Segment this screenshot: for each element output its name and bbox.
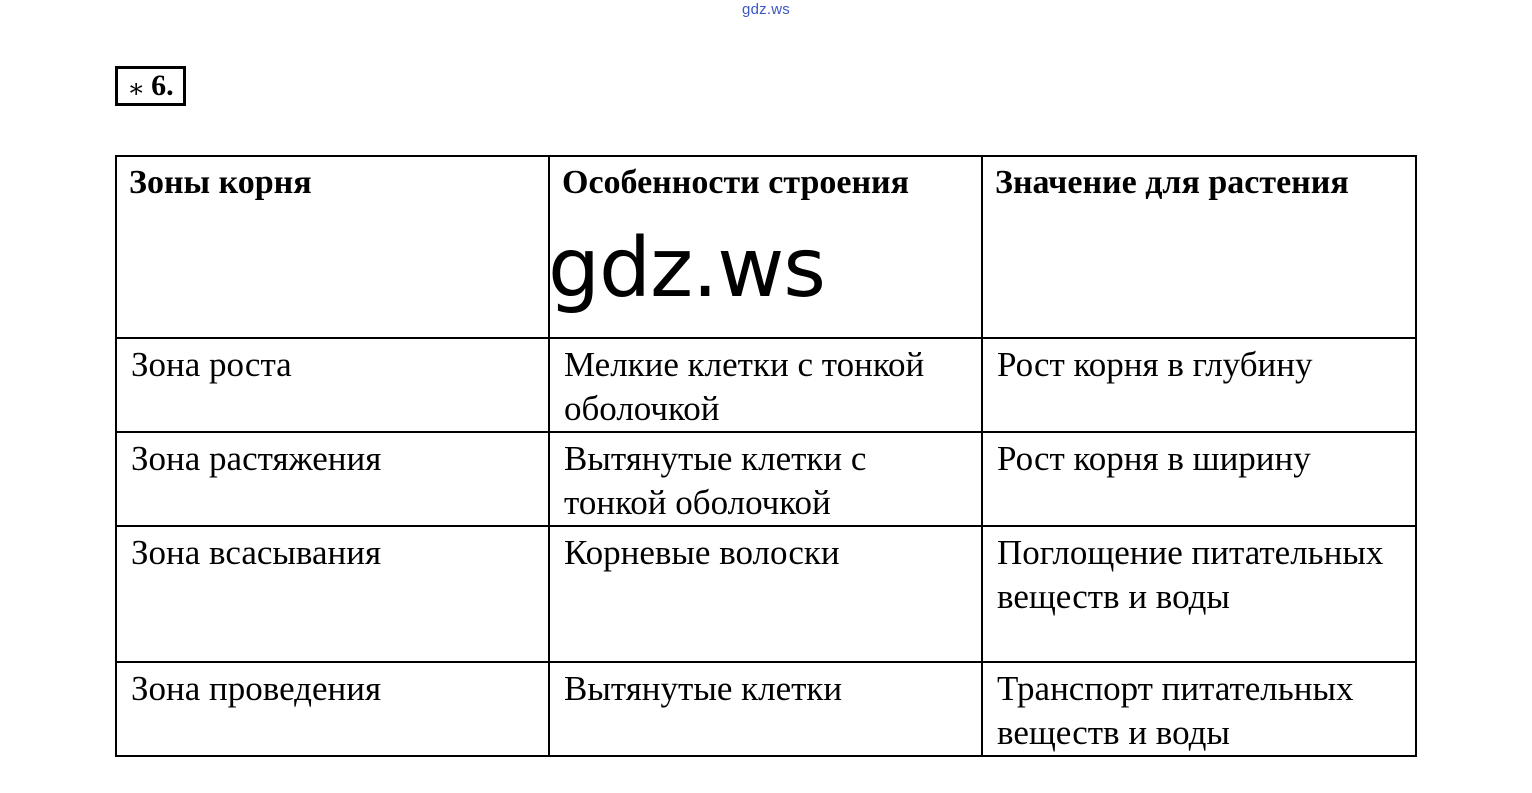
header-root-zones: Зоны корня bbox=[116, 156, 549, 338]
cell-structure: Вытянутые клетки bbox=[549, 662, 982, 756]
task-number-box bbox=[115, 66, 186, 106]
cell-significance: Транспорт питательных веществ и воды bbox=[982, 662, 1416, 756]
table-header-row bbox=[116, 156, 1416, 338]
table-row bbox=[116, 662, 1416, 756]
header-structure-features: Особенности строения bbox=[549, 156, 982, 338]
asterisk-icon: ∗ bbox=[127, 74, 146, 103]
table-row bbox=[116, 526, 1416, 662]
cell-zone: Зона растяжения bbox=[116, 432, 549, 526]
cell-zone: Зона проведения bbox=[116, 662, 549, 756]
cell-zone: Зона всасывания bbox=[116, 526, 549, 662]
task-number: 6. bbox=[151, 69, 174, 102]
table-row bbox=[116, 432, 1416, 526]
cell-structure: Мелкие клетки с тонкой оболочкой bbox=[549, 338, 982, 432]
header-plant-significance: Значение для растения bbox=[982, 156, 1416, 338]
table-row bbox=[116, 338, 1416, 432]
cell-significance: Рост корня в ширину bbox=[982, 432, 1416, 526]
cell-significance: Рост корня в глубину bbox=[982, 338, 1416, 432]
cell-zone: Зона роста bbox=[116, 338, 549, 432]
top-watermark: gdz.ws bbox=[742, 1, 790, 18]
cell-structure: Корневые волоски bbox=[549, 526, 982, 662]
root-zones-table bbox=[115, 155, 1417, 757]
cell-significance: Поглощение питательных веществ и воды bbox=[982, 526, 1416, 662]
center-watermark: gdz.ws bbox=[548, 221, 825, 316]
cell-structure: Вытянутые клетки с тонкой оболочкой bbox=[549, 432, 982, 526]
